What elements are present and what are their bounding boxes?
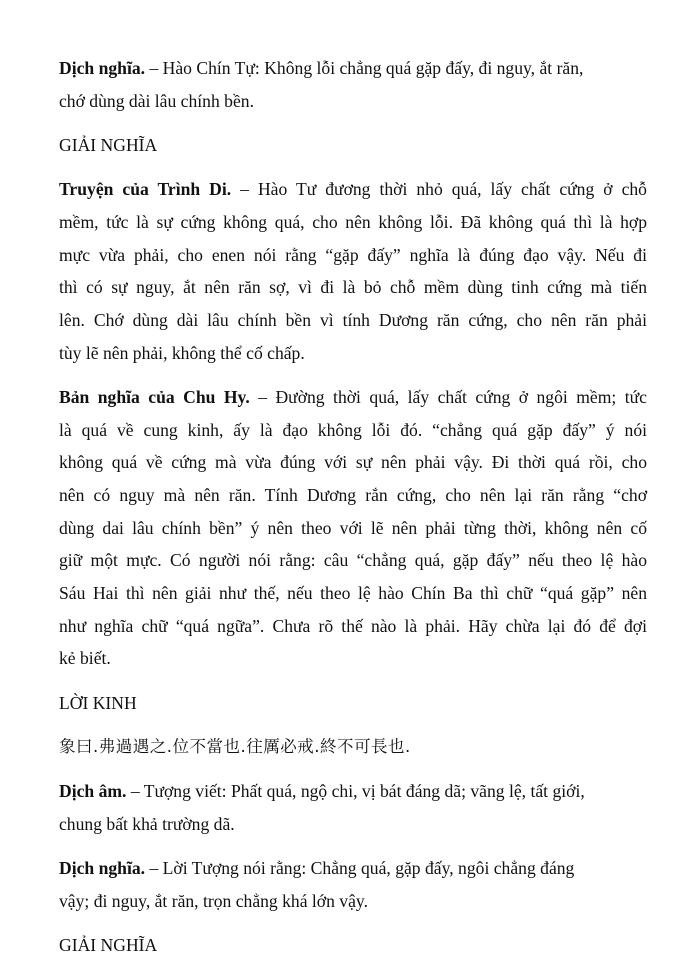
document-page (59, 52, 647, 973)
section-heading: LỜI KINH (59, 692, 137, 713)
paragraph-line (59, 775, 647, 808)
section-heading: GIẢI NGHĨA (59, 134, 158, 155)
paragraph-line: mực vừa phải, cho enen nói rằng “gặp đấy” nghĩa là đúng đạo vậy. Nếu đi (59, 244, 647, 265)
paragraph (59, 381, 647, 675)
paragraph-line: chớ dùng dài lâu chính bền. (59, 90, 254, 111)
paragraph-text: – Lời Tượng nói rằng: Chẳng quá, gặp đấy, ngôi chẳng đáng (145, 857, 575, 878)
section-heading: GIẢI NGHĨA (59, 934, 158, 955)
paragraph-line: lên. Chớ dùng dài lâu chính bền vì tính Dương răn cứng, cho nên răn phải (59, 309, 647, 330)
paragraph-line: kẻ biết. (59, 648, 111, 669)
paragraph-line: chung bất khả trường dã. (59, 813, 235, 834)
paragraph-text: – Hào Tư đương thời nhỏ quá, lấy chất cứng ở chỗ (231, 179, 647, 200)
classical-chinese-text: 象曰.弗過遇之.位不當也.往厲必戒.終不可長也. (59, 736, 411, 756)
paragraph-text: – Hào Chín Tự: Không lỗi chẳng quá gặp đấy, đi nguy, ắt răn, (145, 58, 584, 78)
paragraph-line: tùy lẽ nên phải, không thể cố chấp. (59, 342, 305, 363)
paragraph (59, 52, 647, 117)
paragraph-label: Bản nghĩa của Chu Hy. (59, 386, 250, 407)
paragraph-line: không quá về cứng mà vừa đúng với sự nên phải vậy. Đi thời quá rồi, cho (59, 452, 647, 473)
paragraph-text: – Tượng viết: Phất quá, ngộ chi, vị bát đáng dã; vãng lệ, tất giới, (126, 781, 585, 802)
paragraph-line: là quá về cung kinh, ấy là đạo không lỗi đó. “chẳng quá gặp đấy” ý nói (59, 419, 647, 440)
paragraph-line (59, 173, 647, 206)
paragraph-label: Dịch nghĩa. (59, 857, 146, 878)
paragraph-line: như nghĩa chữ “quá ngữa”. Chưa rõ thế nào là phải. Hãy chừa lại đó để đợi (59, 615, 647, 636)
paragraph-line: dùng dai lâu chính bền” ý nên theo với lẽ nên phải từng thời, không nên cố (59, 517, 647, 538)
paragraph-label: Truyện của Trình Di. (59, 179, 232, 200)
paragraph-line (59, 852, 647, 885)
paragraph-line (59, 381, 647, 414)
paragraph (59, 775, 647, 840)
paragraph-label: Dịch âm. (59, 781, 127, 802)
paragraph (59, 852, 647, 917)
paragraph-label: Dịch nghĩa. (59, 58, 146, 78)
paragraph-text: – Đường thời quá, lấy chất cứng ở ngôi mềm; tức (249, 386, 647, 407)
paragraph-line: nên có nguy mà nên răn. Tính Dương rắn cứng, cho nên lại răn rằng “chơ (59, 484, 647, 505)
paragraph-line (59, 52, 647, 85)
paragraph-line: Sáu Hai thì nên giải như thế, nếu theo lệ hào Chín Ba thì chữ “quá gặp” nên (59, 583, 647, 604)
paragraph-line: thì có sự nguy, ắt nên răn sợ, vì đi là bỏ chỗ mềm dùng tinh cứng mà tiến (59, 277, 647, 298)
paragraph-line: mềm, tức là sự cứng không quá, cho nên không lỗi. Đã không quá thì là hợp (59, 211, 647, 232)
paragraph (59, 173, 647, 369)
paragraph-line: vậy; đi nguy, ắt răn, trọn chẳng khá lớn vậy. (59, 890, 368, 911)
paragraph-line: giữ một mực. Có người nói rằng: câu “chẳng quá, gặp đấy” nếu theo lệ hào (59, 550, 647, 571)
